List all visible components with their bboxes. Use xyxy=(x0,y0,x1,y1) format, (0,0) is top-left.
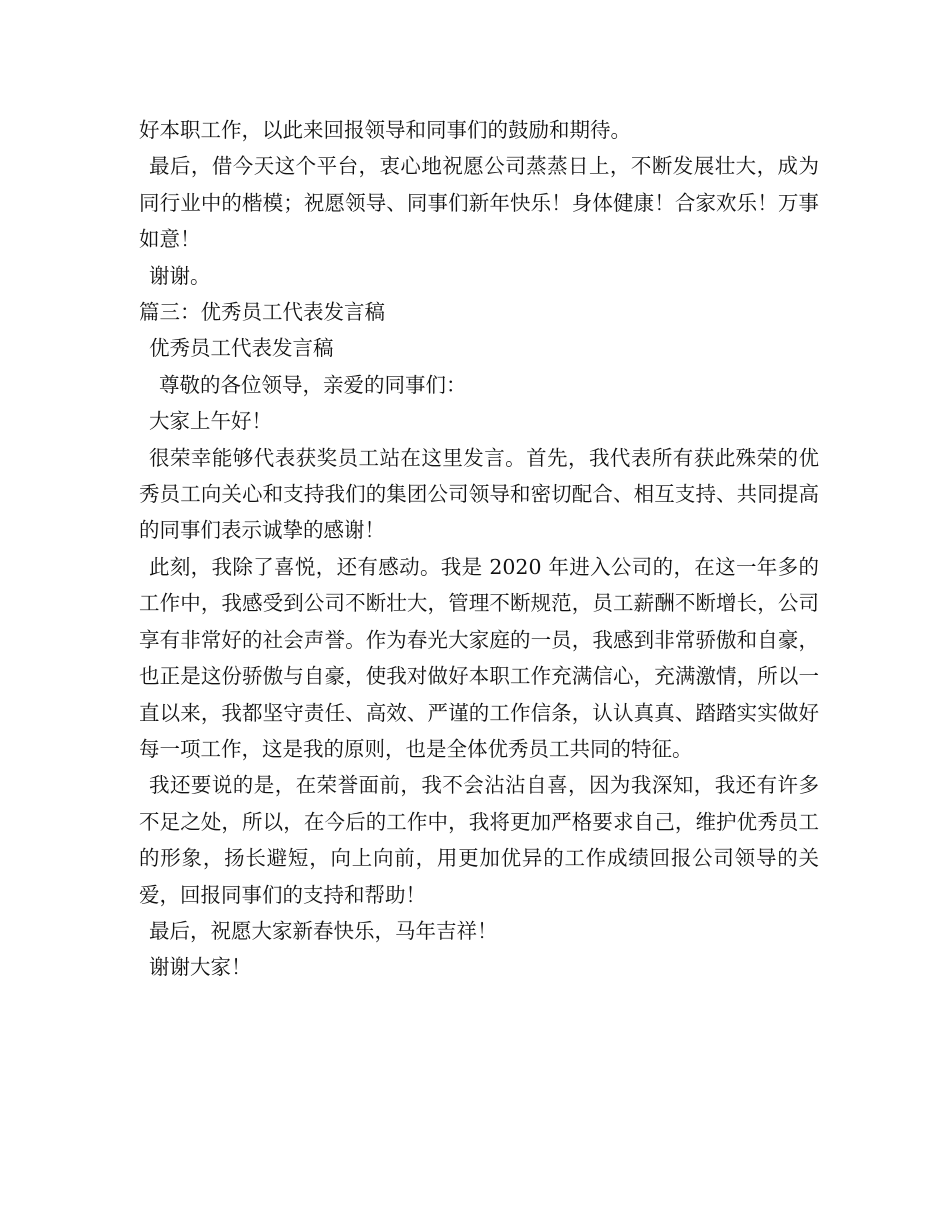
paragraph-wishes: 最后，借今天这个平台，衷心地祝愿公司蒸蒸日上，不断发展壮大，成为同行业中的楷模；祝愿领导、同事们新年快乐！身体健康！合家欢乐！万事如意！ xyxy=(139,154,819,252)
paragraph-closing-line: 好本职工作，以此来回报领导和同事们的鼓励和期待。 xyxy=(139,118,631,142)
speech-title: 优秀员工代表发言稿 xyxy=(149,336,334,361)
salutation: 尊敬的各位领导，亲爱的同事们： xyxy=(159,372,467,397)
paragraph-feelings: 此刻，我除了喜悦，还有感动。我是 2020 年进入公司的，在这一年多的工作中，我感受到公司不断壮大，管理不断规范，员工薪酬不断增长，公司享有非常好的社会声誉。作为春光大家庭的一员，我感到非常骄傲和自豪，也正是这份骄傲与自豪，使我对做好本职工作充满信心，充满激情，所以一直以来，我都坚守责任、高效、严谨的工作信条，认认真真、踏踏实实做好每一项工作，这是我的原则，也是全体优秀员工共同的特征。 xyxy=(139,554,819,761)
document-body xyxy=(139,112,819,986)
paragraph-new-year-wishes: 最后，祝愿大家新春快乐，马年吉祥！ xyxy=(149,918,498,943)
paragraph-thanks: 谢谢。 xyxy=(149,263,211,288)
greeting: 大家上午好！ xyxy=(149,409,272,434)
section-heading: 篇三：优秀员工代表发言稿 xyxy=(139,300,385,325)
paragraph-commitment: 我还要说的是，在荣誉面前，我不会沾沾自喜，因为我深知，我还有许多不足之处，所以，在今后的工作中，我将更加严格要求自己，维护优秀员工的形象，扬长避短，向上向前，用更加优异的工作成绩回报公司领导的关爱，回报同事们的支持和帮助！ xyxy=(139,773,819,907)
paragraph-gratitude: 很荣幸能够代表获奖员工站在这里发言。首先，我代表所有获此殊荣的优秀员工向关心和支持我们的集团公司领导和密切配合、相互支持、共同提高的同事们表示诚挚的感谢！ xyxy=(139,445,819,543)
paragraph-final-thanks: 谢谢大家！ xyxy=(149,955,252,980)
